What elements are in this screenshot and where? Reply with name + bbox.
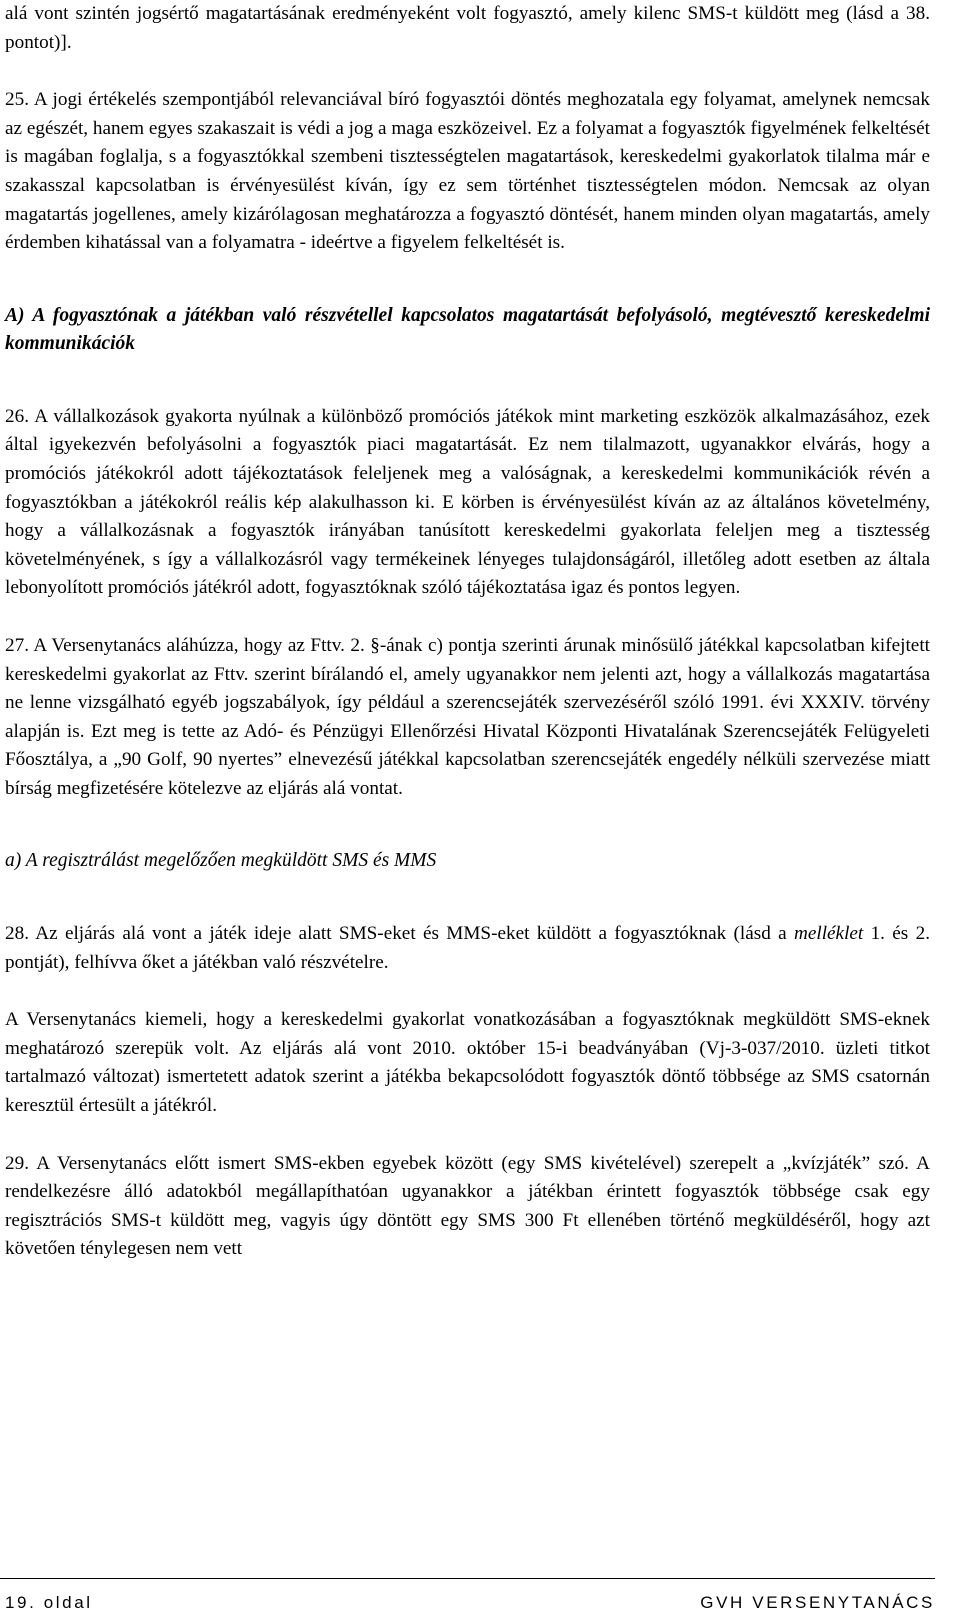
- paragraph-25: 25. A jogi értékelés szempontjából relevanciával bíró fogyasztói döntés meghozatala egy folyamat, amelynek nemcsak az egészét, hanem egyes szakaszait is védi a jog a maga eszközeivel. Ez a folyamat a fogyasztók figyelmének felkeltését is magában foglalja, s a fogyasztókkal szembeni tisztességtelen magatartások, kereskedelmi gyakorlatok tilalma már e szakasszal kapcsolatban is érvényesülést kíván, így ez sem történhet tisztességtelen módon. Nemcsak az olyan magatartás jogellenes, amely kizárólagosan meghatározza a fogyasztó döntését, hanem minden olyan magatartás, amely érdemben kihatással van a folyamatra - ideértve a figyelem felkeltését is.: [5, 89, 930, 254]
- spacer: [5, 803, 930, 847]
- document-body: [5, 0, 930, 1264]
- spacer: [5, 258, 930, 302]
- annex-reference: melléklet: [794, 922, 864, 944]
- spacer: [5, 1121, 930, 1150]
- paragraph-28-text-end: 1. és 2. pontját), felhívva őket a játékban való részvételre.: [5, 922, 930, 973]
- spacer: [5, 603, 930, 632]
- section-heading-a: A) A fogyasztónak a játékban való részvétellel kapcsolatos magatartását befolyásoló, megtévesztő kereskedelmi kommunikációk: [5, 304, 930, 355]
- page-number: 19. oldal: [5, 1593, 93, 1612]
- paragraph-27: 27. A Versenytanács aláhúzza, hogy az Fttv. 2. §-ának c) pontja szerinti árunak minősülő játékkal kapcsolatban kifejtett kereskedelmi gyakorlat az Fttv. szerint bírálandó el, amely ugyanakkor nem jelenti azt, hogy a vállalkozás magatartása ne lenne vizsgálható egyéb jogszabályok, így például a szerencsejáték szervezéséről szóló 1991. évi XXXIV. törvény alapján is. Ezt meg is tette az Adó- és Pénzügyi Ellenőrzési Hivatal Központi Hivatalának Szerencsejáték Felügyeleti Főosztálya, a „90 Golf, 90 nyertes” elnevezésű játékkal kapcsolatban szerencsejáték engedély nélküli szervezése miatt bírság megfizetésére kötelezve az eljárás alá vontat.: [5, 634, 930, 799]
- spacer: [5, 359, 930, 403]
- paragraph-28-continued: A Versenytanács kiemeli, hogy a kereskedelmi gyakorlat vonatkozásában a fogyasztóknak megküldött SMS-eknek meghatározó szerepük volt. Az eljárás alá vont 2010. október 15-i beadványában (Vj-3-037/2010. üzleti titkot tartalmazó változat) ismertetett adatok szerint a játékba bekapcsolódott fogyasztók döntő többsége az SMS csatornán keresztül értesült a játékról.: [5, 1009, 930, 1116]
- paragraph-28: [5, 920, 930, 977]
- spacer: [5, 977, 930, 1006]
- paragraph-28-text-start: 28. Az eljárás alá vont a játék ideje alatt SMS-eket és MMS-eket küldött a fogyasztóknak (lásd a: [5, 922, 794, 944]
- spacer: [5, 57, 930, 86]
- page-footer: [0, 1578, 935, 1612]
- organization-name: GVH VERSENYTANÁCS: [700, 1593, 935, 1612]
- spacer: [5, 876, 930, 920]
- paragraph-29: 29. A Versenytanács előtt ismert SMS-ekben egyebek között (egy SMS kivételével) szerepelt a „kvízjáték” szó. A rendelkezésre álló adatokból megállapíthatóan ugyanakkor a játékban érintett fogyasztók többsége csak egy regisztrációs SMS-t küldött meg, vagyis úgy döntött egy SMS 300 Ft ellenében történő megküldéséről, hogy azt követően ténylegesen nem vett: [5, 1152, 930, 1260]
- section-heading-a-sub-a: a) A regisztrálást megelőzően megküldött SMS és MMS: [5, 850, 437, 872]
- paragraph-26: 26. A vállalkozások gyakorta nyúlnak a különböző promóciós játékok mint marketing eszközök alkalmazásához, ezek által igyekezvén befolyásolni a fogyasztók piaci magatartását. Ez nem tilalmazott, ugyanakkor elvárás, hogy a promóciós játékokról adott tájékoztatások feleljenek meg a valóságnak, a kereskedelmi kommunikációk révén a fogyasztókban a játékokról reális kép alakulhasson ki. E körben is érvényesülést kíván az az általános követelmény, hogy a vállalkozásnak a fogyasztók irányában tanúsított kereskedelmi gyakorlata feleljen meg a tisztesség követelményének, s így a vállalkozásról vagy termékeinek lényeges tulajdonságáról, illetőleg adott esetben az általa lebonyolított promóciós játékról adott, fogyasztóknak szóló tájékoztatása igaz és pontos legyen.: [5, 405, 930, 599]
- paragraph-intro-tail: alá vont szintén jogsértő magatartásának eredményeként volt fogyasztó, amely kilenc SMS-t küldött meg (lásd a 38. pontot)].: [5, 3, 930, 53]
